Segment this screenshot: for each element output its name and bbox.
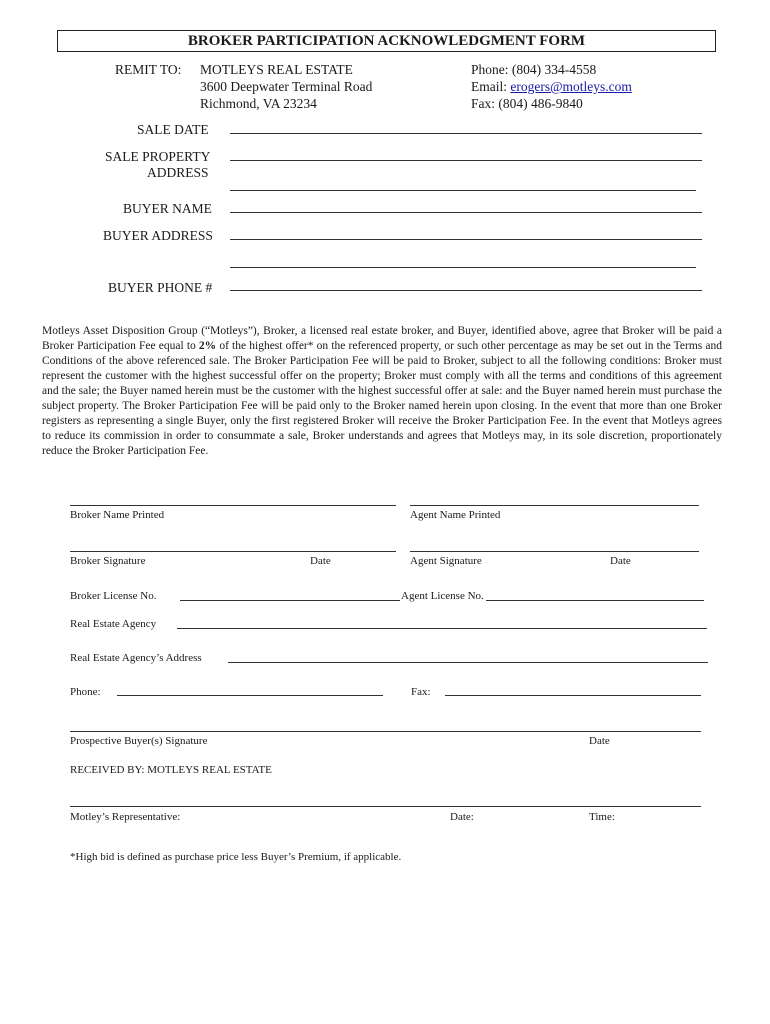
- remit-email-link[interactable]: erogers@motleys.com: [510, 79, 632, 94]
- buyer-name-line[interactable]: [230, 212, 702, 213]
- agent-signature-line[interactable]: [410, 551, 699, 552]
- broker-name-label: Broker Name Printed: [70, 509, 165, 521]
- broker-signature-line[interactable]: [70, 551, 396, 552]
- buyer-date-label: Date: [589, 735, 610, 747]
- broker-license-line[interactable]: [180, 600, 400, 601]
- agent-signature-label: Agent Signature: [410, 555, 482, 567]
- remit-street: 3600 Deepwater Terminal Road: [200, 79, 373, 94]
- agreement-paragraph: [42, 324, 722, 459]
- sale-property-line-1[interactable]: [230, 160, 702, 161]
- remit-city: Richmond, VA 23234: [200, 96, 317, 111]
- broker-signature-label: Broker Signature: [70, 555, 146, 567]
- footnote: *High bid is defined as purchase price less Buyer’s Premium, if applicable.: [70, 851, 402, 863]
- remit-label: REMIT TO:: [115, 62, 182, 77]
- paragraph-fee-percent: 2%: [198, 340, 217, 352]
- buyer-phone-label: BUYER PHONE #: [108, 280, 213, 295]
- remit-company: MOTLEYS REAL ESTATE: [200, 62, 353, 77]
- buyer-address-label: BUYER ADDRESS: [103, 228, 213, 243]
- buyer-address-line-2[interactable]: [230, 267, 696, 268]
- broker-date-label: Date: [310, 555, 331, 567]
- remit-phone: Phone: (804) 334-4558: [471, 62, 597, 77]
- phone-line[interactable]: [117, 695, 383, 696]
- agency-address-label: Real Estate Agency’s Address: [70, 652, 202, 664]
- buyer-address-line-1[interactable]: [230, 239, 702, 240]
- agent-name-label: Agent Name Printed: [410, 509, 501, 521]
- received-by-label: RECEIVED BY: MOTLEYS REAL ESTATE: [70, 764, 272, 776]
- buyer-phone-line[interactable]: [230, 290, 702, 291]
- sale-date-label: SALE DATE: [137, 122, 209, 137]
- fax-line[interactable]: [445, 695, 701, 696]
- agent-license-line[interactable]: [486, 600, 704, 601]
- sale-date-line[interactable]: [230, 133, 702, 134]
- broker-license-label: Broker License No.: [70, 590, 157, 602]
- agency-line[interactable]: [177, 628, 707, 629]
- buyer-signature-line[interactable]: [70, 731, 701, 732]
- remit-email-label: Email:: [471, 79, 511, 94]
- buyer-signature-label: Prospective Buyer(s) Signature: [70, 735, 208, 747]
- buyer-name-label: BUYER NAME: [123, 201, 212, 216]
- form-title: BROKER PARTICIPATION ACKNOWLEDGMENT FORM: [57, 30, 716, 52]
- agency-address-line[interactable]: [228, 662, 708, 663]
- phone-label: Phone:: [70, 686, 101, 698]
- representative-line[interactable]: [70, 806, 701, 807]
- agent-date-label: Date: [610, 555, 631, 567]
- fax-label: Fax:: [411, 686, 431, 698]
- remit-fax: Fax: (804) 486-9840: [471, 96, 583, 111]
- representative-date-label: Date:: [450, 811, 474, 823]
- representative-time-label: Time:: [589, 811, 615, 823]
- sale-property-label-2: ADDRESS: [147, 165, 209, 180]
- representative-label: Motley’s Representative:: [70, 811, 181, 823]
- broker-name-line[interactable]: [70, 505, 396, 506]
- remit-email-row: [471, 78, 632, 95]
- paragraph-after: of the highest offer* on the referenced property, or such other percentage as may be set out in the Terms and Conditions of the above referenced sale. The Broker Participation Fee will be paid to Broker, subject to all the following conditions: Broker must represent the customer with the highest successful offer on the property; Broker must comply with all the terms and conditions of this agreement and the sale; the Buyer named herein must be the customer with the highest successful offer at sale: and the Buyer named herein must purchase the subject property. The Broker Participation Fee will be paid only to the Broker named herein upon closing. In the event that more than one Broker registers as representing a single Buyer, only the first registered Broker will receive the Broker Participation Fee. In the event that Motleys agrees to reduce its commission in order to consummate a sale, Broker understands and agrees that Motleys may, in its sole discretion, proportionately reduce the Broker Participation Fee.: [42, 340, 722, 457]
- agent-license-label: Agent License No.: [401, 590, 484, 602]
- sale-property-label-1: SALE PROPERTY: [105, 149, 211, 164]
- agency-label: Real Estate Agency: [70, 618, 157, 630]
- paragraph-before: Motleys Asset Disposition Group (“Motleys”), Broker, a licensed real estate broker, and Buyer, identified above, agree that Broker will be paid a Broker Participation Fee equal to: [42, 325, 722, 352]
- agent-name-line[interactable]: [410, 505, 699, 506]
- sale-property-line-2[interactable]: [230, 190, 696, 191]
